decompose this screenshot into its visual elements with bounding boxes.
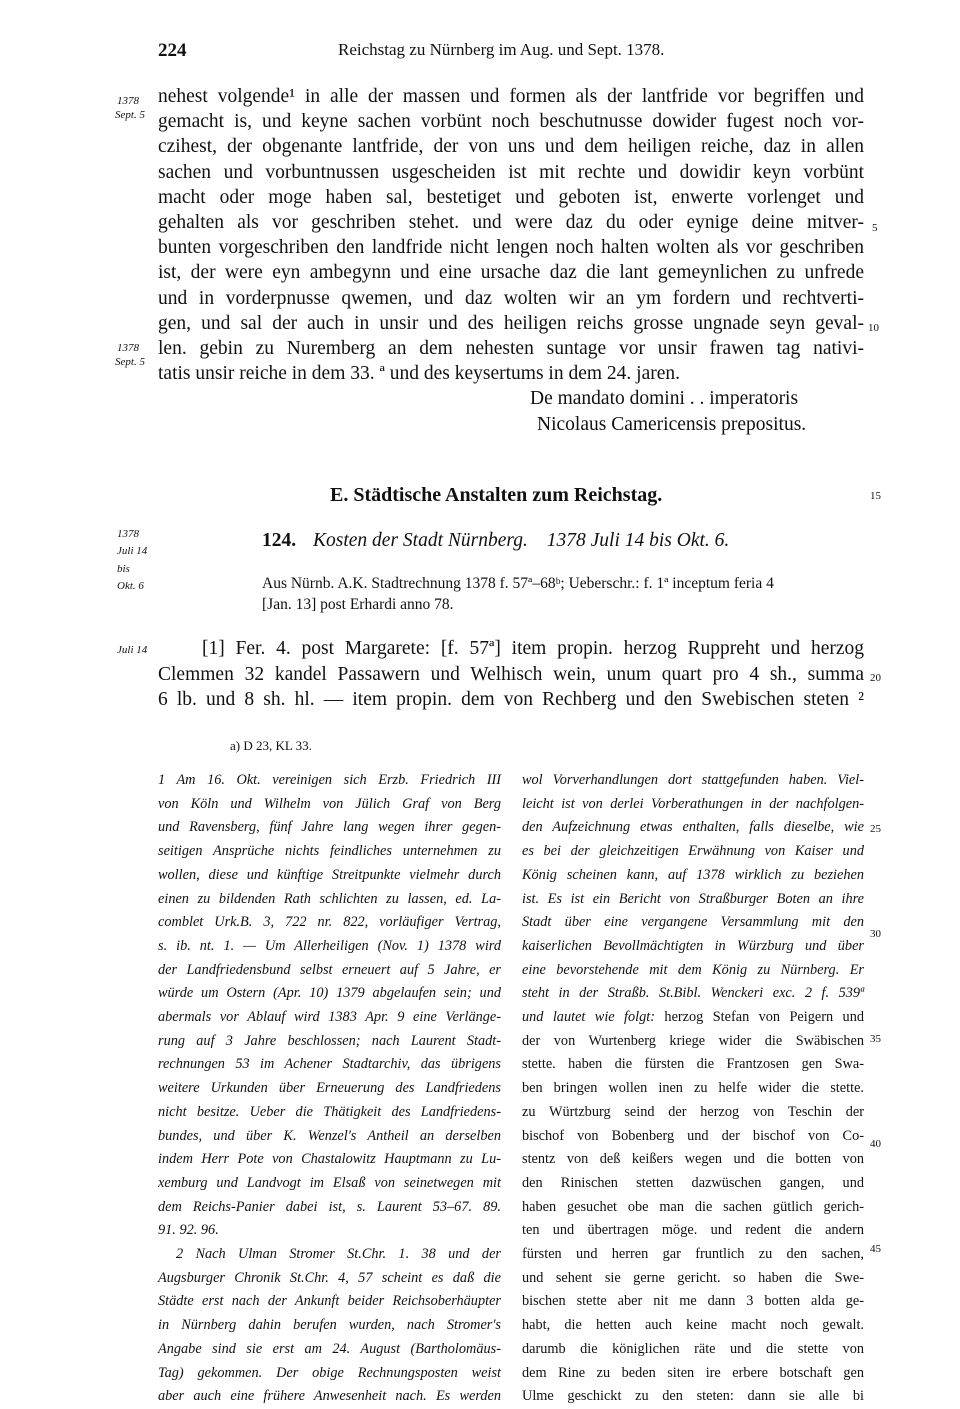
footnote-line: Städte erst nach der Ankunft beider Reichsoberhäupter [158, 1293, 501, 1310]
entry-line: Clemmen 32 kandel Passawern und Welhisch wein, unum quart pro 4 sh., summa [158, 663, 864, 685]
footnote-line: steht in der Straßb. St.Bibl. Wenckeri exc. 2 f. 539ª [522, 985, 864, 1002]
footnote-quote-line: bischen stette aber nit me dann 3 botten alda ge- [522, 1293, 864, 1310]
footnote-line: Stadt über eine vergangene Versammlung mit den [522, 914, 864, 931]
footnote-quote-line: stentz von deß keißers wegen und die botten von [522, 1151, 864, 1168]
document-number: 124. [262, 530, 297, 551]
footnote-line: kaiserlichen Bevollmächtigten in Würzburg und über [522, 937, 864, 954]
line-number: 5 [872, 222, 878, 234]
document-dates: 1378 Juli 14 bis Okt. 6. [546, 530, 730, 551]
footnote-quote-line: Ulme geschickt zu den steten: dann sie alle bi [522, 1388, 864, 1405]
footnote-line: und Ravensberg, fünf Jahre lang wegen ihrer gegen- [158, 819, 501, 836]
footnote-line: dem Reichs-Panier dabei ist, s. Laurent 53–67. 89. [158, 1198, 501, 1215]
footnote-line: wollen, diese und künftige Streitpunkte vielmehr durch [158, 866, 501, 883]
footnote-line: aber auch eine frühere Anwesenheit nach. Es werden [158, 1388, 501, 1405]
footnote-quote-line: zu Würtzburg seind der herzog von Teschin der [522, 1103, 864, 1120]
entry-line: 6 lb. und 8 sh. hl. — item propin. dem von Rechberg und den Swebischen steten ² [158, 689, 864, 710]
footnote-line: 2 Nach Ulman Stromer St.Chr. 1. 38 und der [176, 1246, 501, 1263]
footnote-line: einen zu bildenden Rath schlichten zu lassen, ed. La- [158, 890, 501, 907]
margin-date-bis: bis [117, 563, 130, 575]
line-number: 25 [870, 823, 881, 835]
footnote-line: nicht besitze. Ueber die Thätigkeit des Landfriedens- [158, 1103, 501, 1120]
footnote-line: Augsburger Chronik St.Chr. 4, 57 scheint es daß die [158, 1269, 501, 1286]
variant-note: a) D 23, KL 33. [230, 738, 312, 753]
footnote-quote-line: fürsten und herren gar fruntlich zu den sachen, [522, 1246, 864, 1263]
source-note [262, 573, 774, 615]
footnote-line: würde um Ostern (Apr. 10) 1379 abgelaufen sein; und [158, 985, 501, 1002]
footnote-quote-line: haben gesuchet obe man die sachen gütlich gerich- [522, 1198, 864, 1215]
footnote-line: leicht ist von derlei Vorberathungen in der nachfolgen- [522, 795, 864, 812]
footnote-line: xemburg und Landvogt im Elsaß von seinetwegen mit [158, 1174, 501, 1191]
margin-date-year: 1378 [117, 528, 139, 540]
footnote-line: s. ib. nt. 1. — Um Allerheiligen (Nov. 1) 1378 wird [158, 937, 501, 954]
footnote-quote-line: dem Rine zu beden siten ire erbere botschaft gen [522, 1364, 864, 1381]
source-line: [Jan. 13] post Erhardi anno 78. [262, 596, 454, 613]
signature-line: De mandato domini . . imperatoris [530, 388, 799, 409]
document-heading [262, 530, 729, 552]
entry-line: [1] Fer. 4. post Margarete: [f. 57ª] item propin. herzog Ruppreht und herzog [202, 638, 864, 659]
text-line: gen, und sal der auch in unsir und des heiligen reichs grosse ungnade seyn geval- [158, 312, 864, 334]
footnote-quote-line: ten und übertragen möge. und redent die andern [522, 1222, 864, 1239]
footnote-quote-line: darumb die königlichen räte und die stette von [522, 1340, 864, 1357]
running-head: Reichstag zu Nürnberg im Aug. und Sept. 1378. [338, 40, 665, 59]
line-number: 40 [870, 1138, 881, 1150]
margin-date-year: 1378 [117, 342, 139, 354]
page-number: 224 [158, 40, 187, 61]
line-number: 10 [868, 322, 879, 334]
source-line: Aus Nürnb. A.K. Stadtrechnung 1378 f. 57ª–68ᵇ; Ueberschr.: f. 1ª inceptum feria 4 [262, 575, 774, 592]
footnote-line: Angabe sind sie erst am 24. August (Bartholomäus- [158, 1340, 501, 1357]
text-line: gehalten als vor geschriben stehet. und were daz du oder eynige deine mitver- [158, 212, 864, 234]
text-line: len. gebin zu Nuremberg an dem nehesten suntage vor unsir frawen tag nativi- [158, 338, 864, 360]
margin-date-day: Sept. 5 [115, 109, 145, 121]
footnote-line: ist. Es ist ein Bericht von Straßburger Boten an ihre [522, 890, 864, 907]
footnote-line: es bei der gleichzeitigen Erwähnung von Kaiser und [522, 843, 864, 860]
margin-date-day: Sept. 5 [115, 356, 145, 368]
footnote-line: von Köln und Wilhelm von Jülich Graf von Berg [158, 795, 501, 812]
text-line: nehest volgende¹ in alle der massen und formen als der lantfride vor begriffen und [158, 86, 864, 107]
footnote-line: abermals vor Ablauf wird 1383 Apr. 9 eine Verlänge- [158, 1009, 501, 1026]
document-title: Kosten der Stadt Nürnberg. [313, 530, 528, 551]
footnote-line: comblet Urk.B. 3, 722 nr. 822, vorläufiger Vertrag, [158, 914, 501, 931]
footnote-quote-part: herzog Stefan von Peigern und [664, 1009, 864, 1026]
footnote-line: weitere Urkunden über Erneuerung des Landfriedens [158, 1080, 501, 1097]
footnote-quote-line: der von Wurtenberg kriege wider die Swäbischen [522, 1032, 864, 1049]
account-entry [158, 636, 864, 713]
line-number: 30 [870, 928, 881, 940]
footnote-line-mixed [522, 1006, 864, 1030]
footnote-line: 91. 92. 96. [158, 1222, 219, 1239]
footnote-quote-line: den Rinischen stetten dazwüschen gangen, und [522, 1174, 864, 1191]
footnotes-left-column [158, 769, 501, 1409]
text-line: macht oder moge haben sal, bestetiget und geboten ist, enwerte vorlenget und [158, 186, 864, 208]
line-number: 35 [870, 1033, 881, 1045]
line-number: 20 [870, 672, 881, 684]
footnote-quote-line: stette. haben die fürsten die Frantzosen gen Swa- [522, 1056, 864, 1073]
footnote-line: bundes, und über K. Wenzel's Antheil an derselben [158, 1127, 501, 1144]
section-title: E. Städtische Anstalten zum Reichstag. [330, 484, 663, 506]
line-number: 45 [870, 1243, 881, 1255]
footnotes-right-column [522, 769, 864, 1409]
footnote-line: Tag) gekommen. Der obige Rechnungsposten weist [158, 1364, 501, 1381]
footnote-quote-line: und sehent sie gerne gericht. so haben die Swe- [522, 1269, 864, 1286]
footnote-line: rung auf 3 Jahre beschlossen; nach Laurent Stadt- [158, 1032, 501, 1049]
text-line: tatis unsir reiche in dem 33. ª und des keysertums in dem 24. jaren. [158, 363, 681, 385]
main-text-block [158, 84, 864, 386]
footnote-line: 1 Am 16. Okt. vereinigen sich Erzb. Friedrich III [158, 772, 501, 788]
footnote-line: seitigen Ansprüche nichts feindliches unternehmen zu [158, 843, 501, 860]
margin-date-day: Juli 14 [117, 644, 148, 656]
line-number: 15 [870, 490, 881, 502]
footnote-line: wol Vorverhandlungen dort stattgefunden haben. Viel- [522, 772, 864, 788]
footnote-line: der Landfriedensbund selbst erneuert auf 5 Jahre, er [158, 961, 501, 978]
text-line: gemacht is, und keyne sachen vorbünt noch beschutnusse dowider fugest noch vor- [158, 111, 864, 133]
text-line: und in vorderpnusse qwemen, und daz wolten wir an ym fordern und rechtverti- [158, 287, 864, 309]
footnote-line: in Nürnberg dahin berufen wurden, nach Stromer's [158, 1317, 501, 1334]
signature-line: Nicolaus Camericensis prepositus. [537, 414, 807, 435]
footnote-line: den Aufzeichnung etwas enthalten, falls dieselbe, wie [522, 819, 864, 836]
footnote-line: rechnungen 53 im Achener Stadtarchiv, das übrigens [158, 1056, 501, 1073]
text-line: ist, der were eyn ambegynn und eine ursache daz die lant gemeynlichen zu unfrede [158, 262, 864, 284]
footnote-quote-line: ben bringen wollen inen zu helfe wider die stette. [522, 1080, 864, 1097]
footnote-italic-part: und lautet wie folgt: [522, 1009, 665, 1026]
footnote-quote-line: habt, die hetten auch keine macht noch gewalt. [522, 1317, 864, 1334]
text-line: czihest, der obgenante lantfride, der von uns und dem heiligen reiche, daz in allen [158, 136, 864, 158]
footnote-line: eine bevorstehende mit dem König zu Nürnberg. Er [522, 961, 864, 978]
text-line: sachen und vorbuntnussen usgescheiden ist mit rechte und dowidir keyn vorbünt [158, 161, 864, 183]
text-line: bunten vorgeschriben den landfride nicht lengen noch halten wolten als vor geschriben [158, 237, 864, 259]
footnote-line: König scheinen kann, auf 1378 wirklich zu beziehen [522, 866, 864, 883]
margin-date-day: Okt. 6 [117, 580, 144, 592]
footnote-quote-line: bischof von Bobenberg und der bischof von Co- [522, 1127, 864, 1144]
margin-date-day: Juli 14 [117, 545, 148, 557]
footnote-line: indem Herr Pote von Chastalowitz Hauptmann zu Lu- [158, 1151, 501, 1168]
margin-date-year: 1378 [117, 95, 139, 107]
